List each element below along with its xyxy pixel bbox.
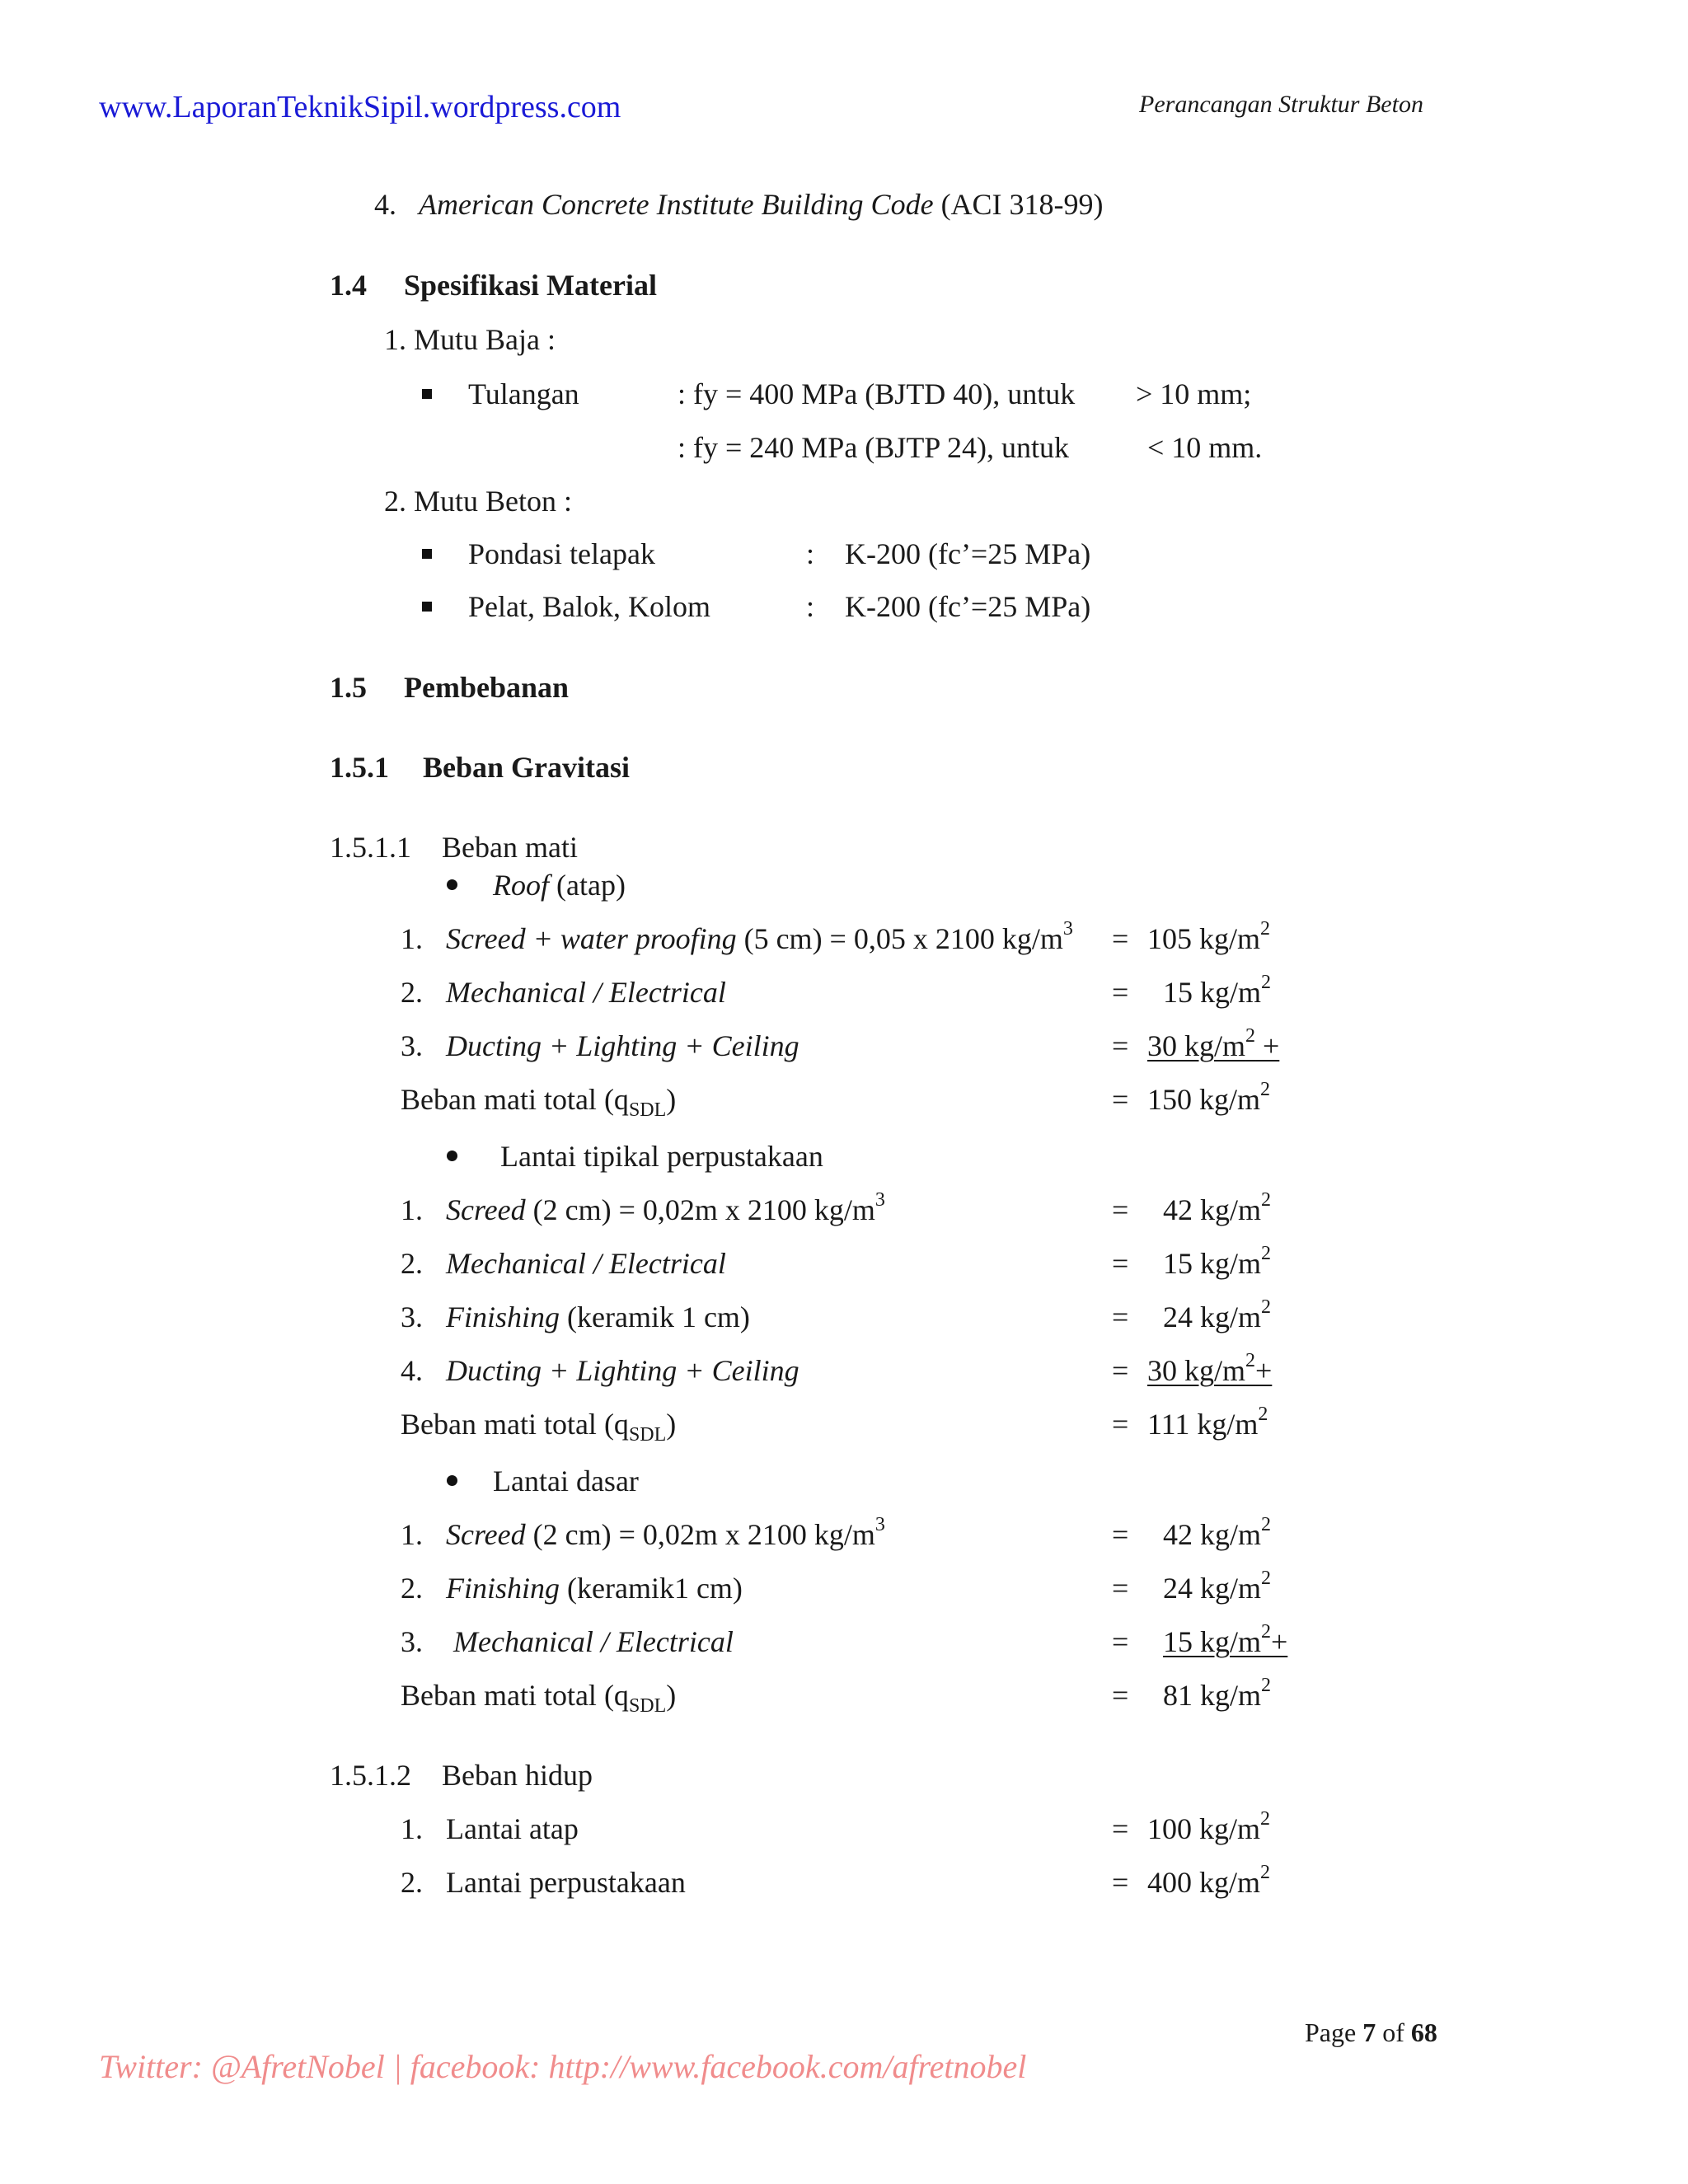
load-item-number: 2. (401, 1866, 423, 1899)
tulangan-limit-2: < 10 mm. (1147, 431, 1263, 464)
equals-sign: = (1112, 1247, 1129, 1280)
load-item-description: Screed (2 cm) = 0,02m x 2100 $kg/m^3$ (446, 1189, 885, 1226)
load-item-number: 2. (401, 1247, 423, 1280)
equals-sign: = (1112, 922, 1129, 955)
equals-sign: = (1112, 1193, 1129, 1226)
load-item-number: 2. (401, 976, 423, 1009)
beton-item-name: Pondasi telapak (468, 537, 655, 570)
load-item-number: 1. (401, 1812, 423, 1845)
load-item-number: 3. (401, 1029, 423, 1062)
social-links[interactable]: Twitter: @AfretNobel | facebook: http://www.facebook.com/afretnobel (99, 2048, 1027, 2085)
beton-item-value: K-200 (fc’=25 MPa) (845, 590, 1091, 623)
tipikal-heading: Lantai tipikal perpustakaan (500, 1140, 823, 1173)
tulangan-label: Tulangan (468, 377, 579, 410)
load-item-value: 42 $kg/m^2$ (1163, 1514, 1272, 1551)
section-1-4-number: 1.4 (330, 269, 367, 302)
square-bullet-icon (422, 602, 432, 612)
equals-sign: = (1112, 1679, 1129, 1712)
load-item-description: Ducting + Lighting + Ceiling (446, 1354, 799, 1387)
load-item-description: Mechanical / Electrical (446, 1247, 726, 1280)
section-1-5-1-2-title: Beban hidup (442, 1759, 593, 1792)
total-value: 150 $kg/m^2$ (1147, 1079, 1271, 1116)
reference-title: American Concrete Institute Building Code (419, 188, 934, 221)
load-item-description: Lantai atap (446, 1812, 579, 1845)
load-item-description: Mechanical / Electrical (453, 1625, 734, 1658)
load-item-description: Ducting + Lighting + Ceiling (446, 1029, 799, 1062)
beton-item-sep: : (806, 537, 815, 570)
section-1-5-1-2-number: 1.5.1.2 (330, 1759, 411, 1792)
load-item-value: 24 $kg/m^2$ (1163, 1568, 1272, 1605)
round-bullet-icon (447, 879, 457, 890)
section-1-5-1-1-title: Beban mati (442, 831, 578, 864)
load-item-value: 400 $kg/m^2$ (1147, 1862, 1271, 1899)
load-item-number: 2. (401, 1572, 423, 1605)
page-number: Page 7 of 68 (1305, 2018, 1437, 2047)
load-item-number: 1. (401, 1193, 423, 1226)
tipikal-bullet (447, 1138, 457, 1174)
tulangan-spec-1: : fy = 400 MPa (BJTD 40), untuk (678, 377, 1076, 410)
round-bullet-icon (447, 1151, 457, 1161)
dasar-bullet (447, 1463, 457, 1499)
total-value: 111 $kg/m^2$ (1147, 1404, 1268, 1441)
square-bullet-icon (422, 389, 432, 399)
beton-bullet-1 (422, 536, 432, 572)
reference-code: (ACI 318-99) (940, 188, 1104, 221)
roof-bullet (447, 867, 457, 903)
load-item-number: 4. (401, 1354, 423, 1387)
load-item-number: 3. (401, 1301, 423, 1333)
total-label: Beban mati total $(q_{SDL})$ (401, 1083, 677, 1122)
equals-sign: = (1112, 1408, 1129, 1441)
square-bullet-icon (422, 549, 432, 559)
load-item-value: 42 $kg/m^2$ (1163, 1189, 1272, 1226)
load-item-value: 105 $kg/m^2$ (1147, 918, 1271, 955)
beton-item-name: Pelat, Balok, Kolom (468, 590, 710, 623)
beton-item-value: K-200 (fc’=25 MPa) (845, 537, 1091, 570)
load-item-number: 1. (401, 922, 423, 955)
section-1-5-1-number: 1.5.1 (330, 751, 389, 784)
total-label: Beban mati total $(q_{SDL})$ (401, 1408, 677, 1446)
site-link[interactable]: www.LaporanTeknikSipil.wordpress.com (99, 90, 621, 124)
total-label: Beban mati total $(q_{SDL})$ (401, 1679, 677, 1718)
equals-sign: = (1112, 976, 1129, 1009)
load-item-value: 15 $kg/m^2$ (1163, 1243, 1272, 1280)
load-item-description: Screed (2 cm) = 0,02m x 2100 $kg/m^3$ (446, 1514, 885, 1551)
section-1-5-title: Pembebanan (404, 671, 570, 704)
load-item-number: 1. (401, 1518, 423, 1551)
equals-sign: = (1112, 1866, 1129, 1899)
section-1-5-1-1-number: 1.5.1.1 (330, 831, 411, 864)
document-title: Perancangan Struktur Beton (1139, 91, 1423, 118)
load-item-value: 15 $kg/m^2$ (1163, 972, 1272, 1009)
equals-sign: = (1112, 1625, 1129, 1658)
mutu-beton-label: 2. Mutu Beton : (384, 485, 573, 518)
load-item-value: 30 $kg/m^2$ + (1147, 1025, 1280, 1062)
section-1-5-1-title: Beban Gravitasi (423, 751, 631, 784)
reference-item (374, 186, 1104, 223)
equals-sign: = (1112, 1572, 1129, 1605)
load-item-value: 30 $kg/m^2+$ (1147, 1350, 1273, 1387)
load-item-value: 24 $kg/m^2$ (1163, 1296, 1272, 1333)
load-item-description: Mechanical / Electrical (446, 976, 726, 1009)
load-item-description: Lantai perpustakaan (446, 1866, 686, 1899)
section-1-4-title: Spesifikasi Material (404, 269, 657, 302)
equals-sign: = (1112, 1812, 1129, 1845)
section-1-5-number: 1.5 (330, 671, 367, 704)
equals-sign: = (1112, 1083, 1129, 1116)
equals-sign: = (1112, 1354, 1129, 1387)
equals-sign: = (1112, 1518, 1129, 1551)
tulangan-limit-1: > 10 mm; (1136, 377, 1252, 410)
tulangan-bullet (422, 376, 432, 412)
tulangan-spec-2: : fy = 240 MPa (BJTP 24), untuk (678, 431, 1069, 464)
round-bullet-icon (447, 1475, 457, 1486)
roof-heading: Roof (atap) (493, 869, 626, 902)
beton-item-sep: : (806, 590, 815, 623)
dasar-heading: Lantai dasar (493, 1465, 639, 1497)
load-item-value: 100 $kg/m^2$ (1147, 1808, 1271, 1845)
reference-number: 4. (374, 188, 396, 221)
load-item-description: Finishing (keramik 1 cm) (446, 1301, 750, 1333)
load-item-number: 3. (401, 1625, 423, 1658)
load-item-description: Finishing (keramik1 cm) (446, 1572, 743, 1605)
beton-bullet-2 (422, 588, 432, 625)
equals-sign: = (1112, 1301, 1129, 1333)
mutu-baja-label: 1. Mutu Baja : (384, 323, 556, 356)
total-value: 81 $kg/m^2$ (1163, 1675, 1272, 1712)
load-item-value: 15 $kg/m^2+$ (1163, 1621, 1288, 1658)
load-item-description: Screed + water proofing (5 cm) = 0,05 x 2100 $kg/m^3$ (446, 918, 1073, 955)
equals-sign: = (1112, 1029, 1129, 1062)
